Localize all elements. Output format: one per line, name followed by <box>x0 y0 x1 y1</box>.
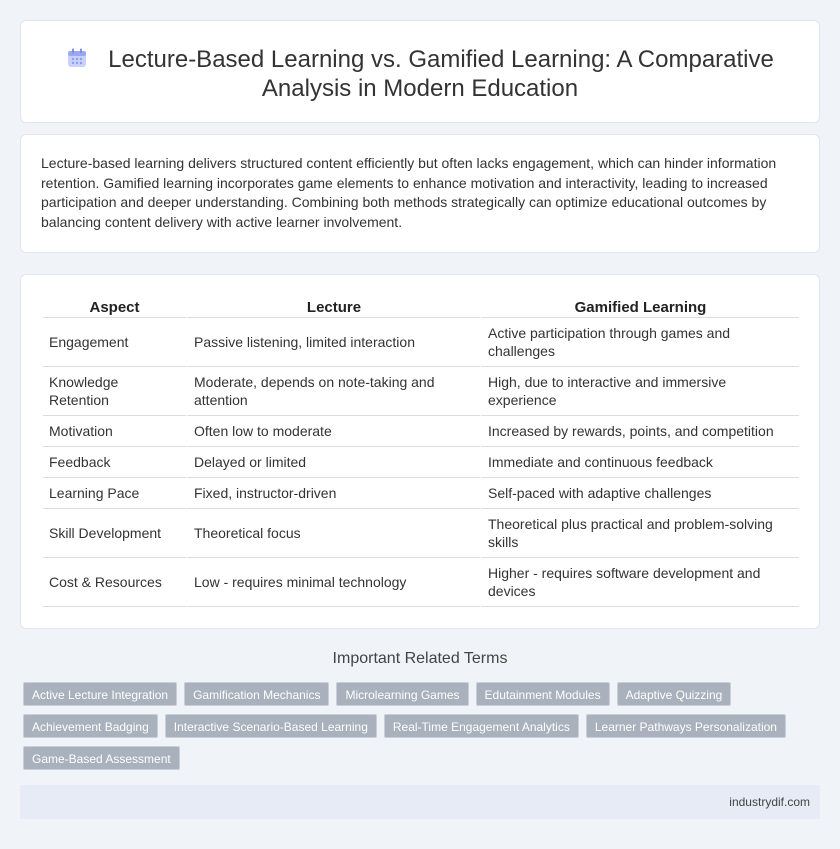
table-row <box>43 367 799 416</box>
comparison-card <box>20 274 820 629</box>
gamified-cell: Active participation through games and challenges <box>480 318 799 367</box>
lecture-cell: Passive listening, limited interaction <box>186 318 480 367</box>
calendar-icon <box>66 47 88 69</box>
lecture-cell: Moderate, depends on note-taking and attention <box>186 367 480 416</box>
column-header-lecture: Lecture <box>186 297 480 318</box>
lecture-cell: Delayed or limited <box>186 447 480 478</box>
aspect-cell: Learning Pace <box>43 478 186 509</box>
intro-paragraph: Lecture-based learning delivers structured content efficiently but often lacks engagement, which can hinder information retention. Gamified learning incorporates game elements to enhance motivation and interactivity, leading to increased participation and deeper understanding. Combining both methods strategically can optimize educational outcomes by balancing content delivery with active learner involvement. <box>41 155 777 230</box>
term-tag[interactable]: Real-Time Engagement Analytics <box>384 714 579 738</box>
term-tag[interactable]: Learner Pathways Personalization <box>586 714 786 738</box>
footer-site-link[interactable]: industrydif.com <box>729 795 810 809</box>
aspect-cell: Engagement <box>43 318 186 367</box>
comparison-table <box>43 297 799 607</box>
table-row <box>43 558 799 607</box>
column-header-aspect: Aspect <box>43 297 186 318</box>
term-tag[interactable]: Gamification Mechanics <box>184 682 329 706</box>
related-terms-list <box>23 682 813 770</box>
related-terms-heading: Important Related Terms <box>332 650 508 667</box>
gamified-cell: Theoretical plus practical and problem-solving skills <box>480 509 799 558</box>
table-row <box>43 478 799 509</box>
term-tag[interactable]: Game-Based Assessment <box>23 746 180 770</box>
term-tag[interactable]: Microlearning Games <box>336 682 468 706</box>
table-row <box>43 447 799 478</box>
term-tag[interactable]: Edutainment Modules <box>476 682 610 706</box>
header-card <box>20 20 820 123</box>
term-tag[interactable]: Adaptive Quizzing <box>617 682 732 706</box>
column-header-gamified: Gamified Learning <box>480 297 799 318</box>
gamified-cell: High, due to interactive and immersive experience <box>480 367 799 416</box>
lecture-cell: Low - requires minimal technology <box>186 558 480 607</box>
aspect-cell: Feedback <box>43 447 186 478</box>
gamified-cell: Immediate and continuous feedback <box>480 447 799 478</box>
term-tag[interactable]: Active Lecture Integration <box>23 682 177 706</box>
table-header-row <box>43 297 799 318</box>
table-row <box>43 509 799 558</box>
footer <box>20 785 820 819</box>
aspect-cell: Knowledge Retention <box>43 367 186 416</box>
aspect-cell: Cost & Resources <box>43 558 186 607</box>
term-tag[interactable]: Interactive Scenario-Based Learning <box>165 714 377 738</box>
page-title <box>21 45 819 103</box>
page-title-text: Lecture-Based Learning vs. Gamified Learning: A Comparative Analysis in Modern Education <box>108 46 774 102</box>
table-row <box>43 416 799 447</box>
aspect-cell: Motivation <box>43 416 186 447</box>
lecture-cell: Fixed, instructor-driven <box>186 478 480 509</box>
gamified-cell: Higher - requires software development and devices <box>480 558 799 607</box>
gamified-cell: Increased by rewards, points, and competition <box>480 416 799 447</box>
aspect-cell: Skill Development <box>43 509 186 558</box>
lecture-cell: Theoretical focus <box>186 509 480 558</box>
intro-card <box>20 134 820 253</box>
lecture-cell: Often low to moderate <box>186 416 480 447</box>
table-row <box>43 318 799 367</box>
gamified-cell: Self-paced with adaptive challenges <box>480 478 799 509</box>
term-tag[interactable]: Achievement Badging <box>23 714 158 738</box>
